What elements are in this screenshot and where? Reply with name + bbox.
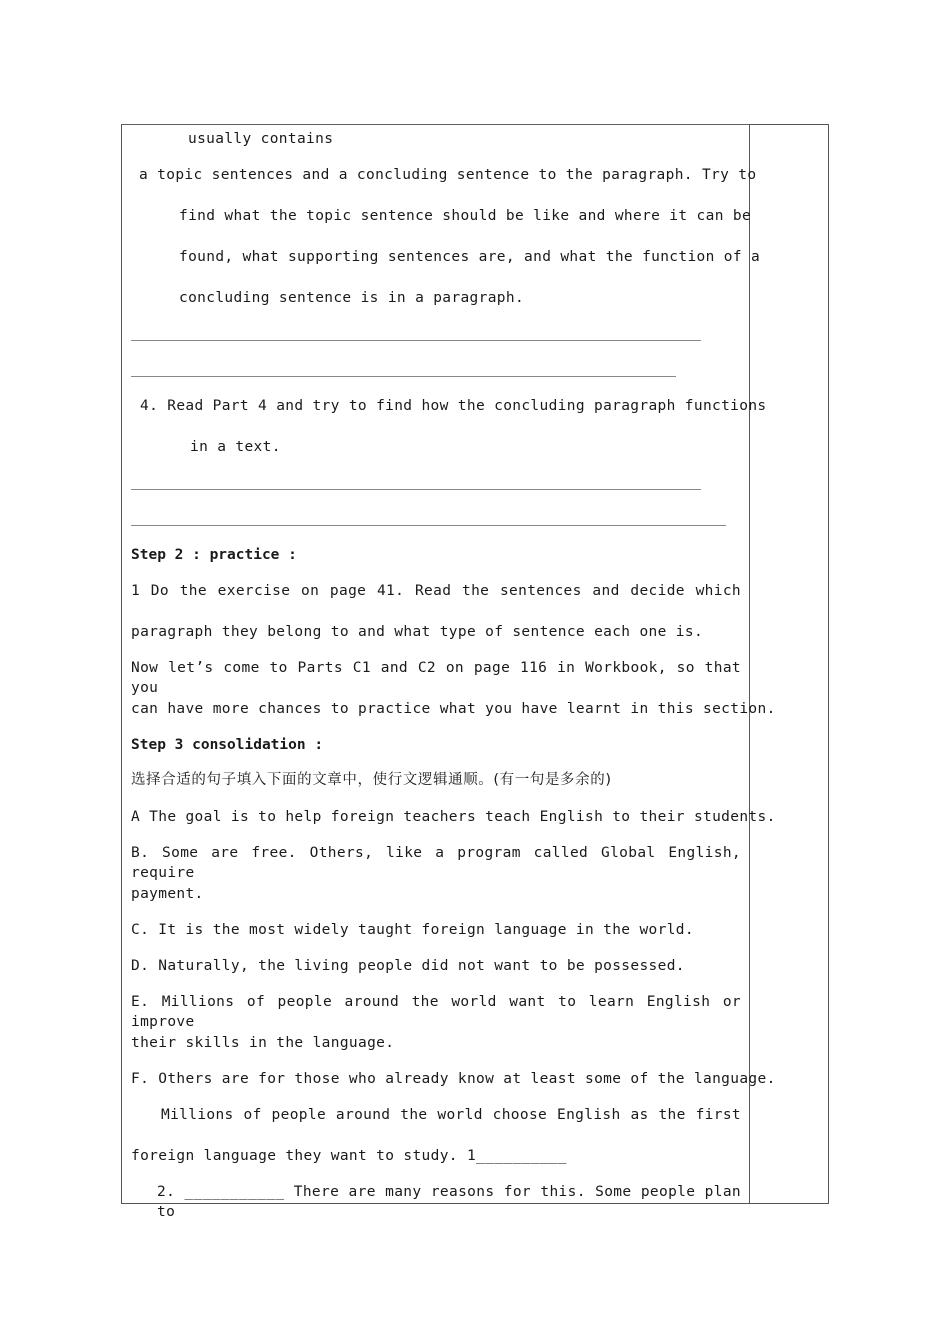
text-line-3: find what the topic sentence should be like and where it can be [179,208,752,224]
text-line-7: in a text. [190,439,281,455]
text-line-8: 1 Do the exercise on page 41. Read the sentences and decide which [131,583,741,599]
chinese-instruction: 选择合适的句子填入下面的文章中，使行文逻辑通顺。(有一句是多余的) [131,772,612,788]
worksheet-table [121,124,829,1220]
answer-line-4 [131,525,726,526]
step2-heading: Step 2 : practice : [131,547,297,563]
passage-line-1: Millions of people around the world choose English as the first [161,1107,741,1123]
option-e-line-2: their skills in the language. [131,1035,395,1051]
text-line-2: a topic sentences and a concluding sentence to the paragraph. Try to [139,167,757,183]
option-b-line-2: payment. [131,886,204,902]
answer-line-2 [131,376,676,377]
passage-line-3: 2. ___________ There are many reasons for this. Some people plan to [157,1184,741,1220]
option-e-line-1: E. Millions of people around the world want to learn English or improve [131,994,741,1030]
answer-line-1 [131,340,701,341]
notes-column [749,125,829,1203]
step3-heading: Step 3 consolidation : [131,737,324,753]
option-b-line-1: B. Some are free. Others, like a program called Global English, require [131,845,741,881]
text-line-6: 4. Read Part 4 and try to find how the concluding paragraph functions [140,398,767,414]
option-d: D. Naturally, the living people did not want to be possessed. [131,958,685,974]
passage-line-2: foreign language they want to study. 1__________ [131,1148,567,1164]
option-a: A The goal is to help foreign teachers teach English to their students. [131,809,776,825]
top-border-dotted [122,124,749,125]
text-line-5: concluding sentence is in a paragraph. [179,290,525,306]
text-line-11: can have more chances to practice what you have learnt in this section. [131,701,776,717]
text-line-1: usually contains [188,131,334,147]
option-f: F. Others are for those who already know at least some of the language. [131,1071,776,1087]
answer-line-3 [131,489,701,490]
text-line-10: Now let’s come to Parts C1 and C2 on page 116 in Workbook, so that you [131,660,741,696]
text-line-4: found, what supporting sentences are, and what the function of a [179,249,761,265]
text-line-9: paragraph they belong to and what type of sentence each one is. [131,624,704,640]
option-c: C. It is the most widely taught foreign language in the world. [131,922,694,938]
